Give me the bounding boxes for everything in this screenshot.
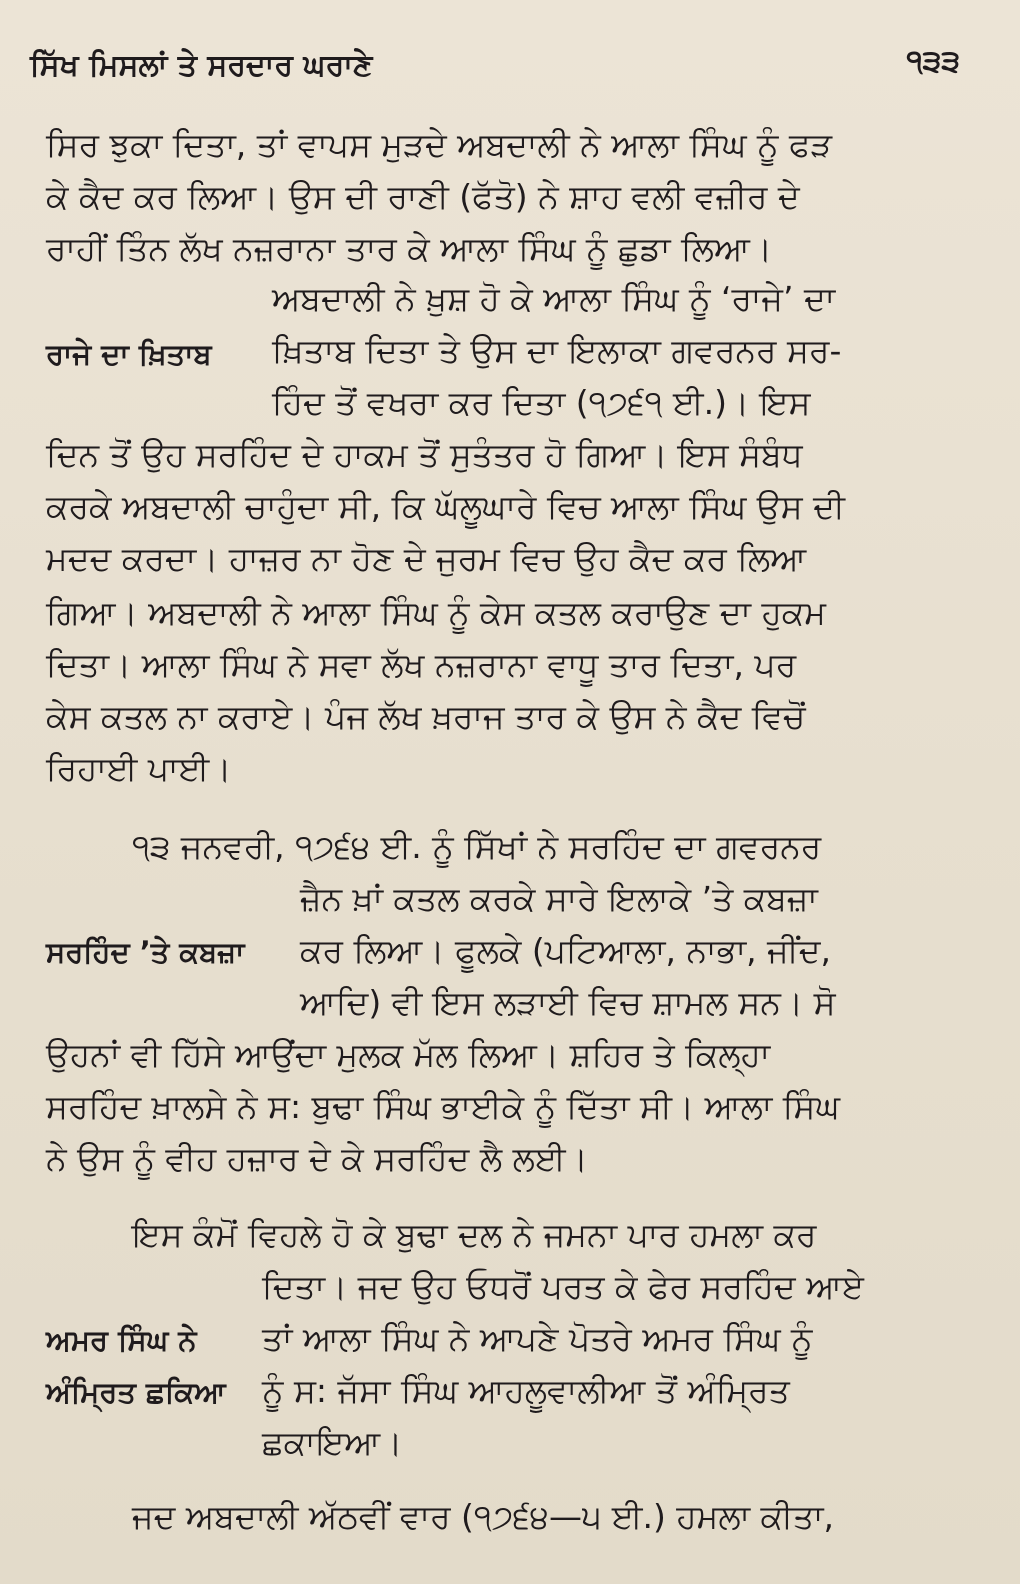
text-line: ਗਿਆ। ਅਬਦਾਲੀ ਨੇ ਆਲਾ ਸਿੰਘ ਨੂੰ ਕੇਸ ਕਤਲ ਕਰਾਉਣ ਦਾ ਹੁਕਮ <box>46 593 826 632</box>
text-line: ਛਕਾਇਆ। <box>262 1423 403 1462</box>
text-line: ਰਾਹੀਂ ਤਿੰਨ ਲੱਖ ਨਜ਼ਰਾਨਾ ਤਾਰ ਕੇ ਆਲਾ ਸਿੰਘ ਨੂੰ ਛੁਡਾ ਲਿਆ। <box>46 229 773 268</box>
text-line: ਦਿਨ ਤੋਂ ਉਹ ਸਰਹਿੰਦ ਦੇ ਹਾਕਮ ਤੋਂ ਸੁਤੰਤਰ ਹੋ ਗਿਆ। ਇਸ ਸੰਬੰਧ <box>46 435 803 474</box>
text-line: ਖ਼ਿਤਾਬ ਦਿਤਾ ਤੇ ਉਸ ਦਾ ਇਲਾਕਾ ਗਵਰਨਰ ਸਰ- <box>272 331 842 370</box>
text-line: ਜਦ ਅਬਦਾਲੀ ਅੱਠਵੀਂ ਵਾਰ (੧੭੬੪—੫ ਈ.) ਹਮਲਾ ਕੀਤਾ, <box>132 1497 835 1536</box>
page-number: ੧੩੩ <box>906 44 960 79</box>
text-line: ਨੂੰ ਸ: ਜੱਸਾ ਸਿੰਘ ਆਹਲੂਵਾਲੀਆ ਤੋਂ ਅੰਮ੍ਰਿਤ <box>262 1371 790 1410</box>
text-line: ਜ਼ੈਨ ਖ਼ਾਂ ਕਤਲ ਕਰਕੇ ਸਾਰੇ ਇਲਾਕੇ ’ਤੇ ਕਬਜ਼ਾ <box>300 879 818 918</box>
margin-note-title-of-raja: ਰਾਜੇ ਦਾ ਖ਼ਿਤਾਬ <box>46 337 212 371</box>
text-line: ੧੩ ਜਨਵਰੀ, ੧੭੬੪ ਈ. ਨੂੰ ਸਿੱਖਾਂ ਨੇ ਸਰਹਿੰਦ ਦਾ ਗਵਰਨਰ <box>132 827 822 866</box>
margin-note-amar-singh: ਅਮਰ ਸਿੰਘ ਨੇ <box>46 1323 197 1357</box>
text-line: ਦਿਤਾ। ਆਲਾ ਸਿੰਘ ਨੇ ਸਵਾ ਲੱਖ ਨਜ਼ਰਾਨਾ ਵਾਧੂ ਤਾਰ ਦਿਤਾ, ਪਰ <box>46 645 797 684</box>
text-line: ਤਾਂ ਆਲਾ ਸਿੰਘ ਨੇ ਆਪਣੇ ਪੋਤਰੇ ਅਮਰ ਸਿੰਘ ਨੂੰ <box>262 1319 813 1358</box>
text-line: ਦਿਤਾ। ਜਦ ਉਹ ਓਧਰੋਂ ਪਰਤ ਕੇ ਫੇਰ ਸਰਹਿੰਦ ਆਏ <box>262 1267 864 1306</box>
text-line: ਨੇ ਉਸ ਨੂੰ ਵੀਹ ਹਜ਼ਾਰ ਦੇ ਕੇ ਸਰਹਿੰਦ ਲੈ ਲਈ। <box>46 1139 588 1178</box>
text-line: ਕੇ ਕੈਦ ਕਰ ਲਿਆ। ਉਸ ਦੀ ਰਾਣੀ (ਫੱਤੋ) ਨੇ ਸ਼ਾਹ ਵਲੀ ਵਜ਼ੀਰ ਦੇ <box>46 177 800 216</box>
margin-note-sirhind-capture: ਸਰਹਿੰਦ ’ਤੇ ਕਬਜ਼ਾ <box>46 935 245 969</box>
running-header-title: ਸਿੱਖ ਮਿਸਲਾਂ ਤੇ ਸਰਦਾਰ ਘਰਾਣੇ <box>30 48 373 83</box>
text-line: ਮਦਦ ਕਰਦਾ। ਹਾਜ਼ਰ ਨਾ ਹੋਣ ਦੇ ਜੁਰਮ ਵਿਚ ਉਹ ਕੈਦ ਕਰ ਲਿਆ <box>46 539 807 578</box>
text-line: ਇਸ ਕੰਮੋਂ ਵਿਹਲੇ ਹੋ ਕੇ ਬੁਢਾ ਦਲ ਨੇ ਜਮਨਾ ਪਾਰ ਹਮਲਾ ਕਰ <box>132 1215 817 1254</box>
text-line: ਕਰਕੇ ਅਬਦਾਲੀ ਚਾਹੁੰਦਾ ਸੀ, ਕਿ ਘੱਲੂਘਾਰੇ ਵਿਚ ਆਲਾ ਸਿੰਘ ਉਸ ਦੀ <box>46 487 845 526</box>
text-line: ਆਦਿ) ਵੀ ਇਸ ਲੜਾਈ ਵਿਚ ਸ਼ਾਮਲ ਸਨ। ਸੋ <box>300 983 836 1022</box>
text-line: ਸਰਹਿੰਦ ਖ਼ਾਲਸੇ ਨੇ ਸ: ਬੁਢਾ ਸਿੰਘ ਭਾਈਕੇ ਨੂੰ ਦਿੱਤਾ ਸੀ। ਆਲਾ ਸਿੰਘ <box>46 1087 840 1126</box>
text-line: ਅਬਦਾਲੀ ਨੇ ਖ਼ੁਸ਼ ਹੋ ਕੇ ਆਲਾ ਸਿੰਘ ਨੂੰ ‘ਰਾਜੇ’ ਦਾ <box>272 279 836 318</box>
text-line: ਹਿੰਦ ਤੋਂ ਵਖਰਾ ਕਰ ਦਿਤਾ (੧੭੬੧ ਈ.)। ਇਸ <box>272 383 811 422</box>
text-line: ਰਿਹਾਈ ਪਾਈ। <box>46 749 232 788</box>
text-line: ਸਿਰ ਝੁਕਾ ਦਿਤਾ, ਤਾਂ ਵਾਪਸ ਮੁੜਦੇ ਅਬਦਾਲੀ ਨੇ ਆਲਾ ਸਿੰਘ ਨੂੰ ਫੜ <box>46 125 833 164</box>
text-line: ਕੇਸ ਕਤਲ ਨਾ ਕਰਾਏ। ਪੰਜ ਲੱਖ ਖ਼ਰਾਜ ਤਾਰ ਕੇ ਉਸ ਨੇ ਕੈਦ ਵਿਚੋਂ <box>46 697 806 736</box>
text-line: ਉਹਨਾਂ ਵੀ ਹਿੱਸੇ ਆਉਂਦਾ ਮੁਲਕ ਮੱਲ ਲਿਆ। ਸ਼ਹਿਰ ਤੇ ਕਿਲ੍ਹਾ <box>46 1035 771 1074</box>
text-line: ਕਰ ਲਿਆ। ਫੂਲਕੇ (ਪਟਿਆਲਾ, ਨਾਭਾ, ਜੀਂਦ, <box>300 931 831 970</box>
margin-note-took-amrit: ਅੰਮ੍ਰਿਤ ਛਕਿਆ <box>46 1375 226 1409</box>
